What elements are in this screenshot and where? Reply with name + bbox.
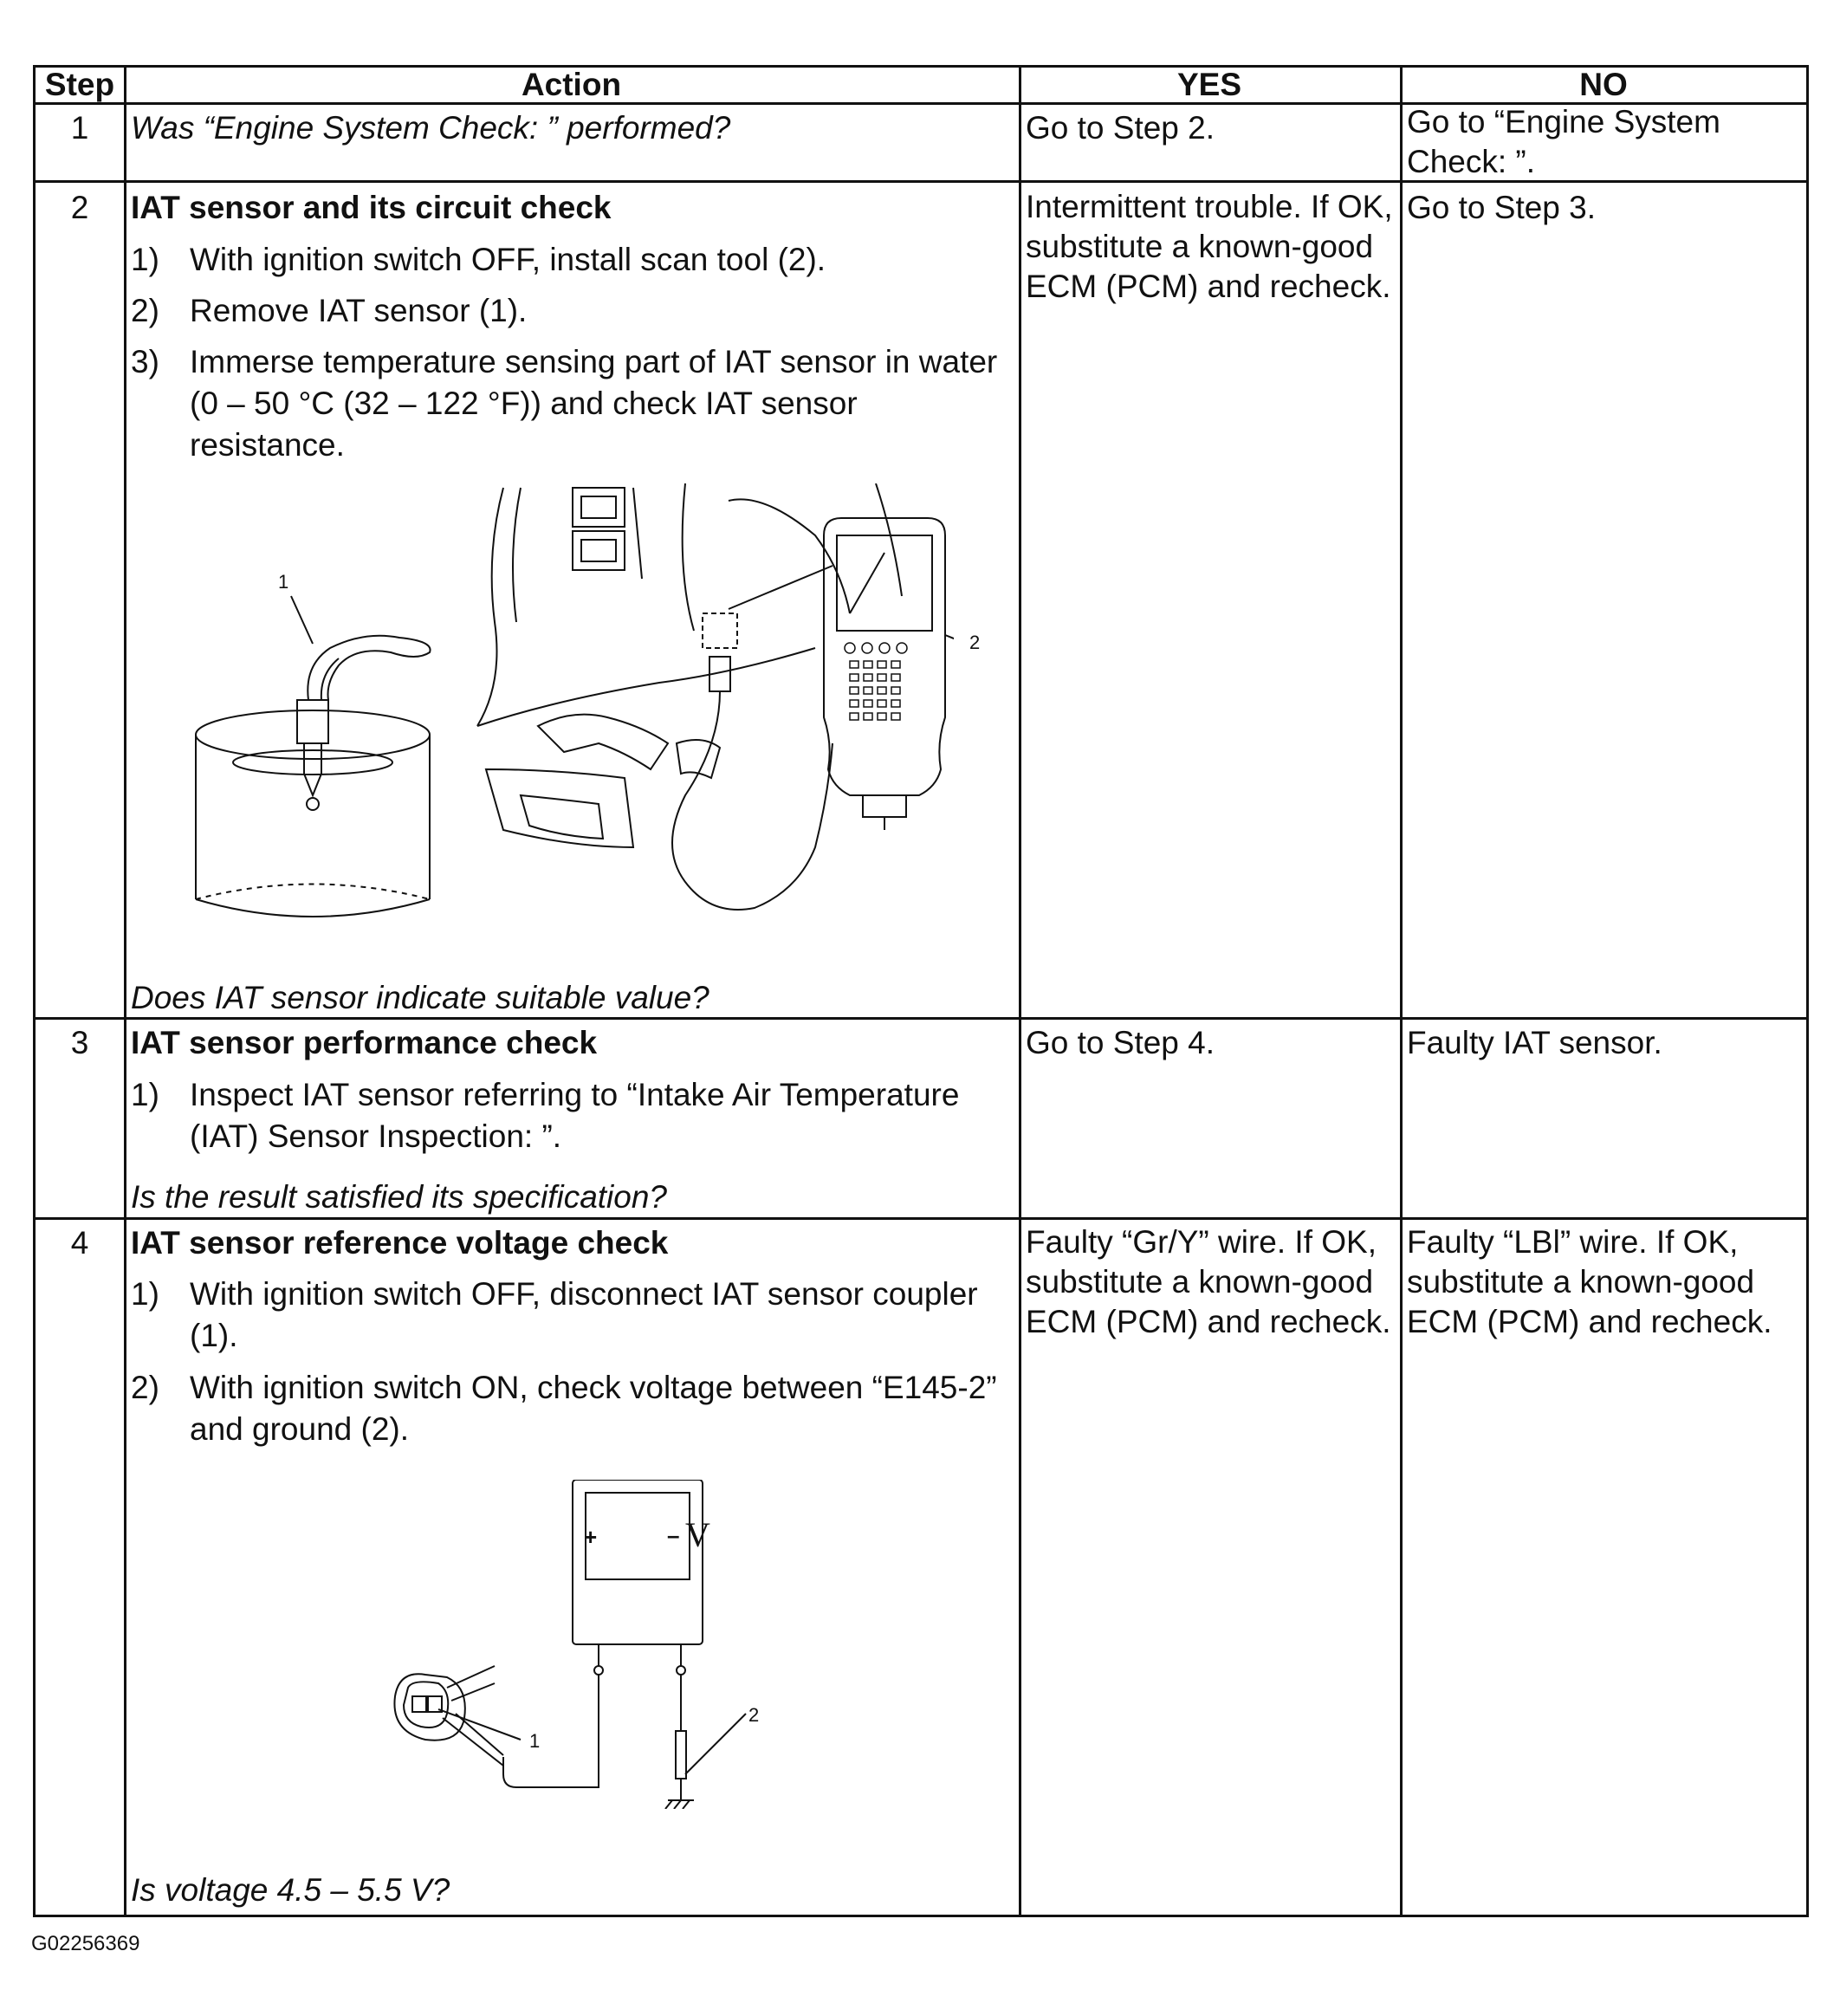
item-number: 1) <box>131 1077 159 1112</box>
item-number: 3) <box>131 344 159 379</box>
voltmeter-label: V <box>685 1515 710 1554</box>
item-number: 1) <box>131 1276 159 1312</box>
action-question: Was “Engine System Check: ” performed? <box>131 110 731 146</box>
no-result: Faulty IAT sensor. <box>1407 1025 1662 1060</box>
voltmeter-test-illustration <box>373 1480 858 1809</box>
yes-result: Faulty “Gr/Y” wire. If OK, substitute a known-good ECM (PCM) and recheck. <box>1026 1224 1391 1339</box>
action-item <box>131 1074 1010 1157</box>
column-divider <box>1019 68 1021 1915</box>
header-no: NO <box>1579 67 1628 102</box>
header-yes: YES <box>1176 67 1242 102</box>
header-action: Action <box>521 67 622 102</box>
sensor-in-water-illustration <box>183 544 443 960</box>
action-item <box>131 1274 1010 1357</box>
yes-result: Go to Step 2. <box>1026 110 1215 146</box>
header-step: Step <box>44 67 115 102</box>
action-item <box>131 290 1010 332</box>
positive-terminal: + <box>584 1524 598 1550</box>
yes-result: Intermittent trouble. If OK, substitute a known-good ECM (PCM) and recheck. <box>1026 189 1393 304</box>
action-title: IAT sensor performance check <box>131 1025 598 1060</box>
step-number: 3 <box>70 1025 89 1060</box>
scan-tool-illustration <box>469 483 954 969</box>
action-title: IAT sensor and its circuit check <box>131 190 612 225</box>
no-result: Faulty “LBl” wire. If OK, substitute a known-good ECM (PCM) and recheck. <box>1407 1224 1772 1339</box>
action-item <box>131 239 1010 281</box>
action-question: Does IAT sensor indicate suitable value? <box>131 980 709 1015</box>
item-text: Immerse temperature sensing part of IAT sensor in water (0 – 50 °C (32 – 122 °F)) and check IAT sensor resistance. <box>190 344 998 463</box>
item-text: Remove IAT sensor (1). <box>190 293 528 328</box>
column-divider <box>124 68 126 1915</box>
item-number: 2) <box>131 293 159 328</box>
step-number: 4 <box>70 1225 89 1261</box>
callout-label: 1 <box>529 1730 541 1752</box>
item-text: Inspect IAT sensor referring to “Intake Air Temperature (IAT) Sensor Inspection: ”. <box>190 1077 960 1154</box>
step-number: 2 <box>70 190 89 225</box>
no-result: Go to Step 3. <box>1407 190 1597 225</box>
no-result: Go to “Engine System Check: ”. <box>1407 104 1720 179</box>
action-question: Is voltage 4.5 – 5.5 V? <box>131 1872 450 1908</box>
figure-code: G02256369 <box>31 1932 140 1955</box>
action-item <box>131 341 1010 466</box>
item-text: With ignition switch OFF, install scan tool (2). <box>190 242 826 277</box>
item-text: With ignition switch OFF, disconnect IAT sensor coupler (1). <box>190 1276 978 1353</box>
column-divider <box>1400 68 1403 1915</box>
item-number: 2) <box>131 1370 159 1405</box>
negative-terminal: – <box>667 1522 680 1548</box>
yes-result: Go to Step 4. <box>1026 1025 1215 1060</box>
callout-label: 2 <box>969 632 981 653</box>
step-number: 1 <box>70 110 89 146</box>
action-question: Is the result satisfied its specification? <box>131 1179 668 1215</box>
action-item <box>131 1367 1010 1450</box>
item-number: 1) <box>131 242 159 277</box>
procedure-table <box>33 65 1809 1917</box>
item-text: With ignition switch ON, check voltage between “E145-2” and ground (2). <box>190 1370 997 1447</box>
callout-label: 2 <box>748 1704 760 1726</box>
action-title: IAT sensor reference voltage check <box>131 1225 669 1261</box>
callout-label: 1 <box>278 571 289 593</box>
